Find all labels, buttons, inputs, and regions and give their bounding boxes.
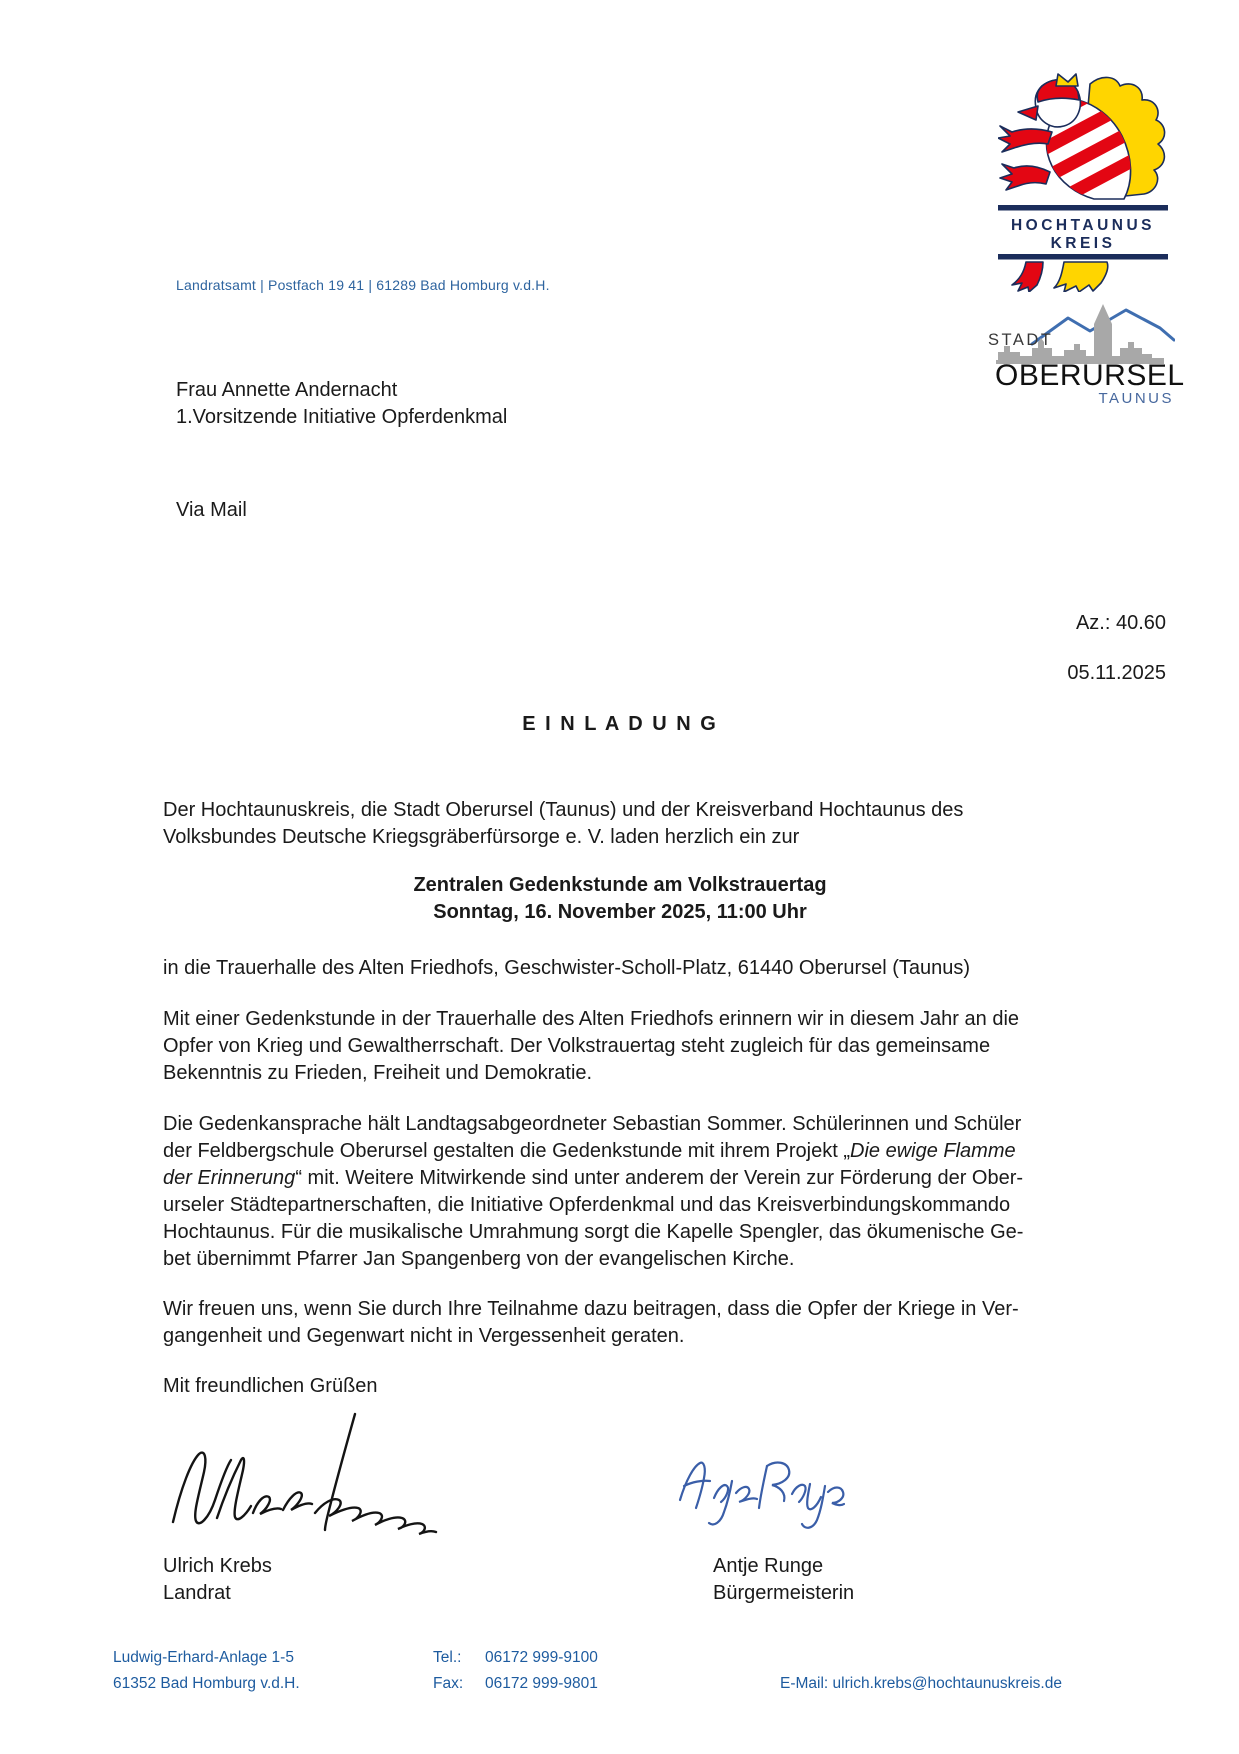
oberursel-wordmark: OBERURSEL (995, 359, 1185, 392)
signer-left-name: Ulrich Krebs (163, 1555, 272, 1577)
letter-date: 05.11.2025 (1067, 662, 1166, 684)
sender-return-address: Landratsamt | Postfach 19 41 | 61289 Bad Homburg v.d.H. (176, 277, 550, 293)
signer-right-name: Antje Runge (713, 1555, 824, 1577)
logo-bar-bottom (998, 254, 1168, 260)
signer-left-title: Landrat (163, 1582, 231, 1604)
footer-email-label: E-Mail: (780, 1675, 829, 1692)
footer-tel-value: 06172 999-9100 (485, 1649, 598, 1666)
delivery-method: Via Mail (176, 499, 247, 521)
signature-antje-runge (670, 1448, 845, 1530)
hochtaunuskreis-logo (998, 72, 1168, 292)
closing-salutation: Mit freundlichen Grüßen (163, 1375, 378, 1397)
recipient-address: Frau Annette Andernacht 1.Vorsitzende Initiative Opferdenkmal (176, 379, 508, 428)
letter-heading: E I N L A D U N G (522, 713, 718, 735)
signer-right-title: Bürgermeisterin (713, 1582, 855, 1604)
kreis-logo-text: KREIS (1050, 235, 1116, 252)
footer-postal-address: Ludwig-Erhard-Anlage 1-5 61352 Bad Homburg v.d.H. (113, 1649, 300, 1692)
footer-email-link[interactable]: ulrich.krebs@hochtaunuskreis.de (832, 1675, 1062, 1692)
body-paragraph-2: Die Gedenkansprache hält Landtagsabgeordneter Sebastian Sommer. Schülerinnen und Schüler der Feldbergschule Oberursel gestalten die Gedenkstunde mit ihrem Projekt „Die ewige Flamme der Erinnerung“ mit. Weitere Mitwirkende sind unter anderem der Verein zur Förderung der Ober- urseler Städtepartnerschaften, die Initiative Opferdenkmal und das Kreisverbindungskommando Hochtaunus. Für die musikalische Umrahmung sorgt die Kapelle Spengler, das ökumenische Ge- bet übernimmt Pfarrer Jan Spangenberg von der evangelischen Kirche. (163, 1113, 1024, 1270)
event-location: in die Trauerhalle des Alten Friedhofs, Geschwister-Scholl-Platz, 61440 Oberursel (Taunus) (163, 957, 971, 979)
file-reference: Az.: 40.60 (1075, 612, 1166, 634)
body-paragraph-3: Wir freuen uns, wenn Sie durch Ihre Teilnahme dazu beitragen, dass die Opfer der Kriege in Ver- gangenheit und Gegenwart nicht in Vergessenheit geraten. (163, 1298, 1019, 1347)
taunus-wordmark: TAUNUS (1098, 390, 1174, 407)
intro-paragraph: Der Hochtaunuskreis, die Stadt Oberursel (Taunus) und der Kreisverband Hochtaunus des Volksbundes Deutsche Kriegsgräberfürsorge e. V. laden herzlich ein zur (163, 799, 964, 848)
event-datetime: Sonntag, 16. November 2025, 11:00 Uhr (433, 901, 807, 923)
logo-bar-top (998, 205, 1168, 211)
footer-tel-label: Tel.: (433, 1649, 462, 1666)
stadt-label: STADT (988, 331, 1054, 349)
footer-phone-block (433, 1645, 598, 1697)
footer-fax-label: Fax: (433, 1675, 464, 1692)
footer-email-block (780, 1671, 1062, 1697)
event-title: Zentralen Gedenkstunde am Volkstrauertag (413, 874, 827, 896)
footer-fax-value: 06172 999-9801 (485, 1675, 598, 1692)
body-paragraph-1: Mit einer Gedenkstunde in der Trauerhalle des Alten Friedhofs erinnern wir in diesem Jahr an die Opfer von Krieg und Gewaltherrschaft. Der Volkstrauertag steht zugleich für das gemeinsame Bekenntnis zu Frieden, Freiheit und Demokratie. (163, 1008, 1020, 1084)
hochtaunus-logo-text: HOCHTAUNUS (1010, 217, 1156, 234)
signature-ulrich-krebs (165, 1410, 445, 1545)
